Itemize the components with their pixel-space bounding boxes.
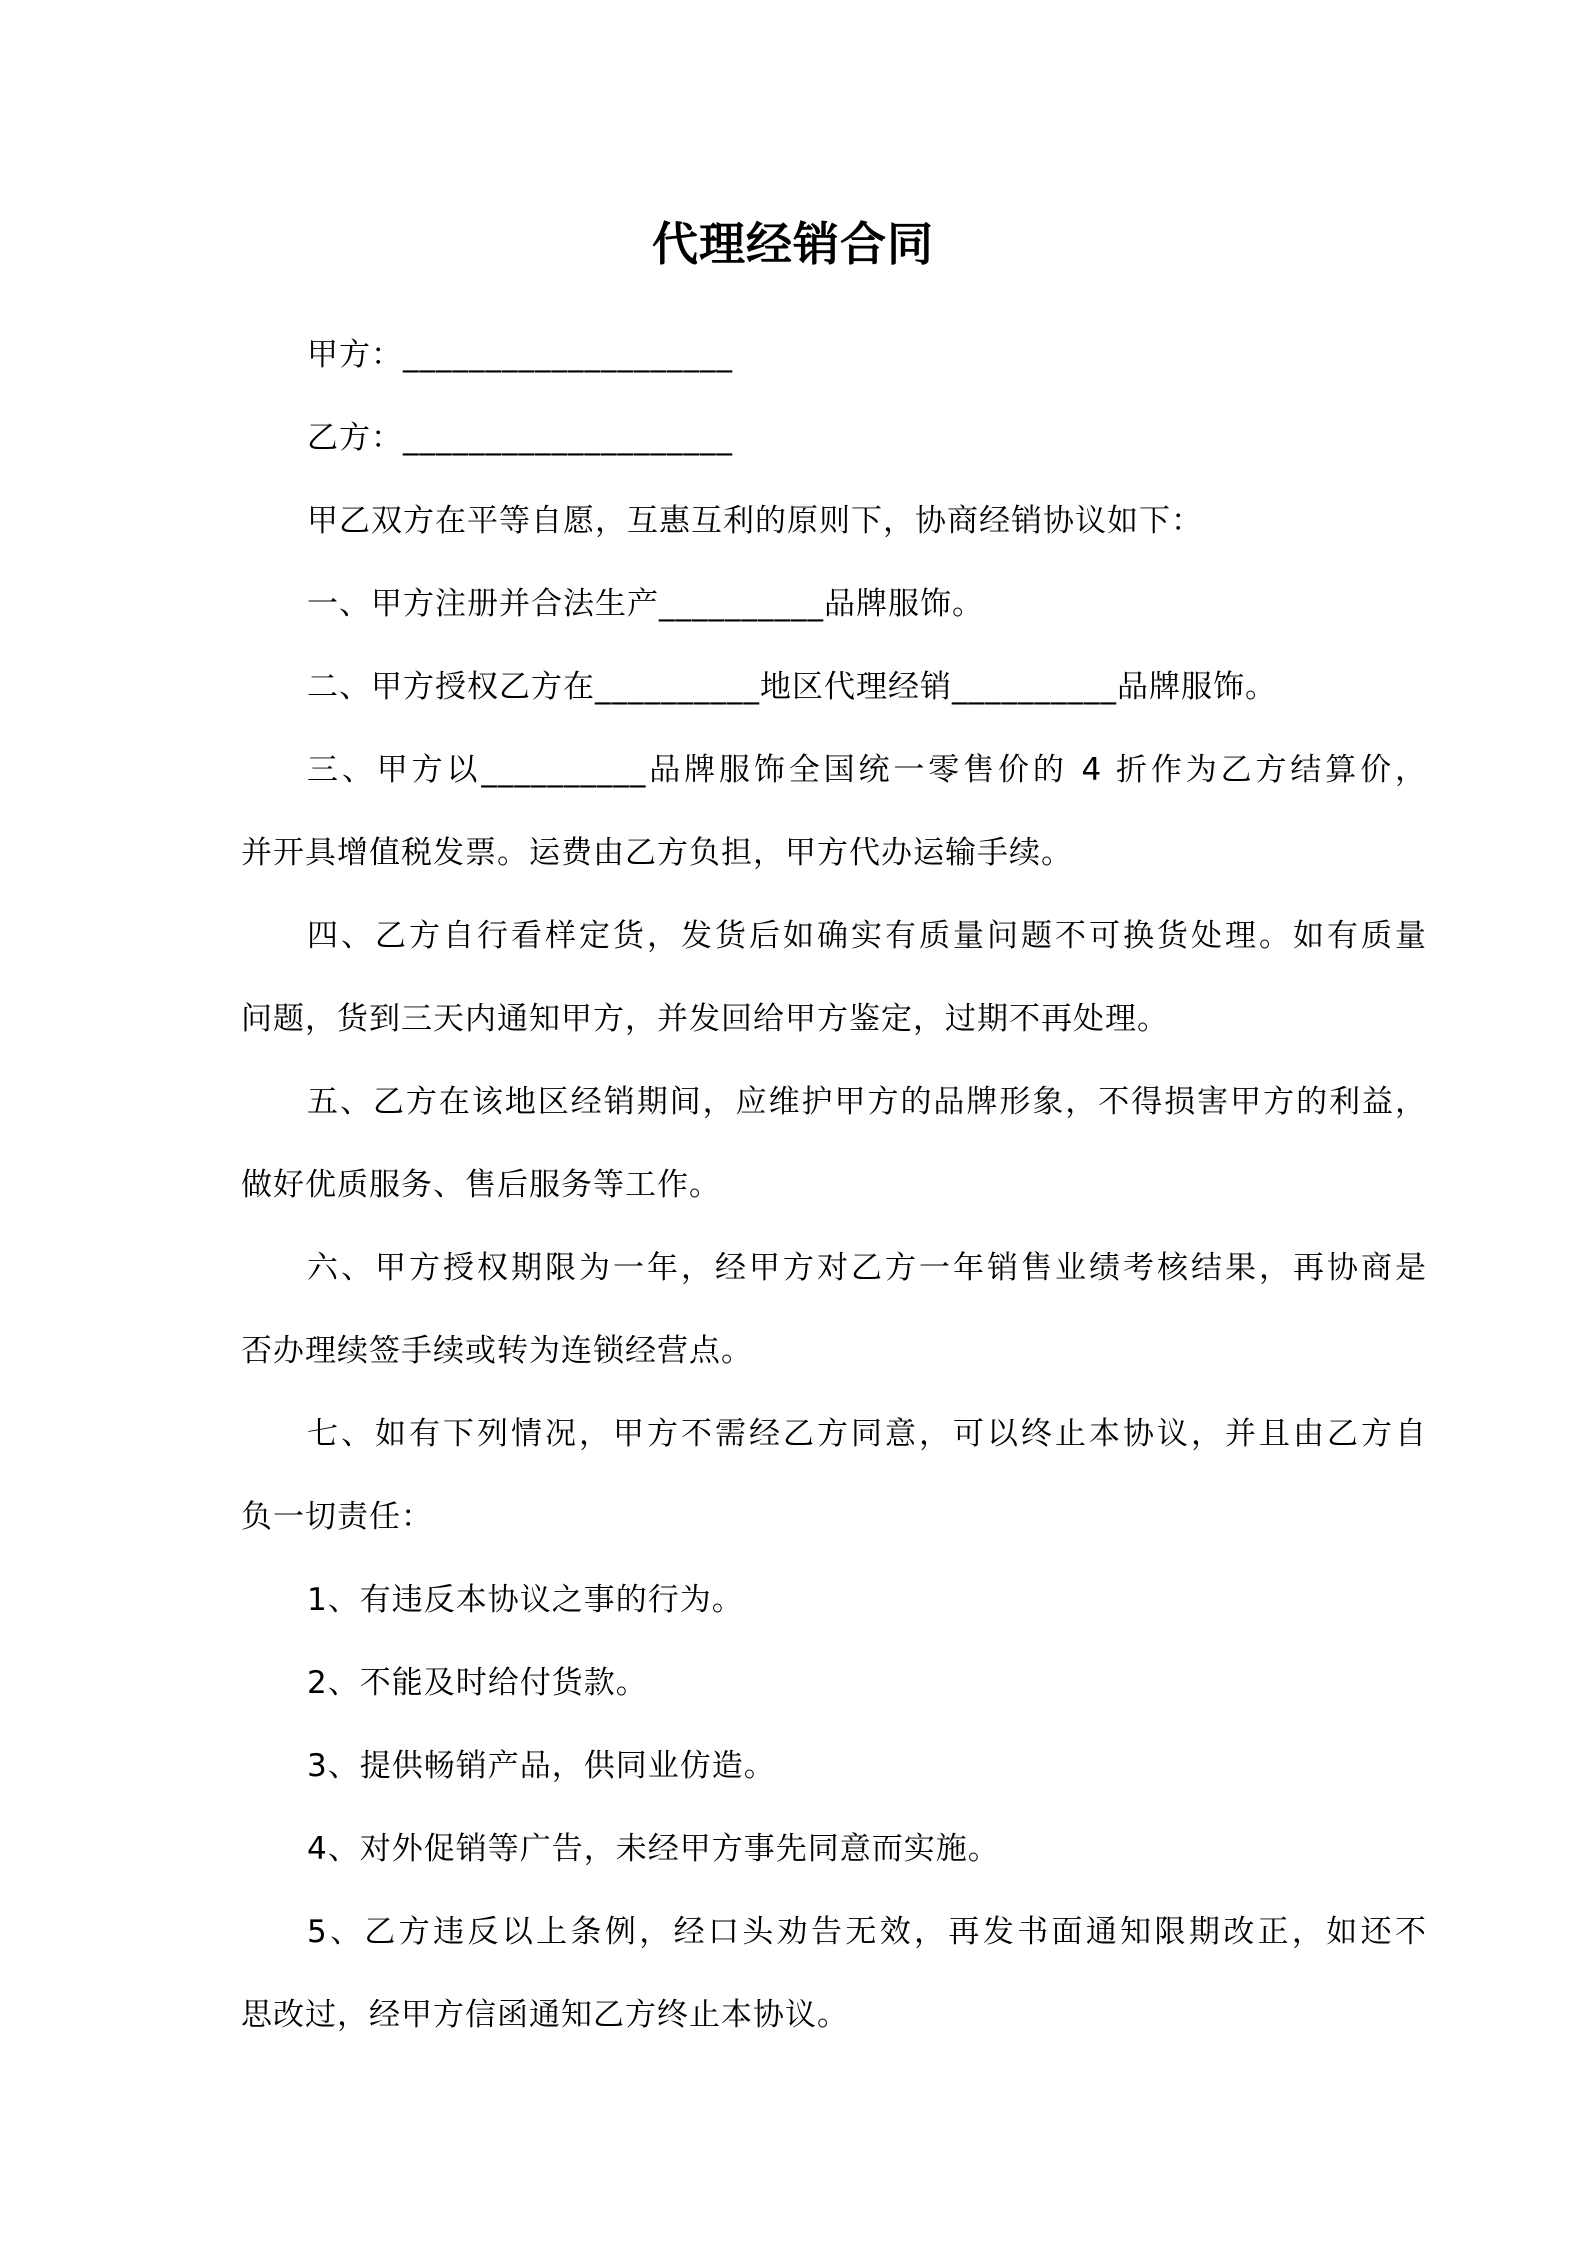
clause-4-line-1: 四、乙方自行看样定货，发货后如确实有质量问题不可换货处理。如有质量 [307,918,1427,954]
document-title: 代理经销合同 [652,217,934,271]
clause-1-line: 一、甲方注册并合法生产__________品牌服饰。 [307,586,984,622]
party-a-line: 甲方：____________________ [307,337,733,373]
item-1-line: 1、有违反本协议之事的行为。 [307,1582,744,1618]
clause-3-line-1: 三、甲方以__________品牌服饰全国统一零售价的 4 折作为乙方结算价， [307,752,1427,788]
clause-2-line: 二、甲方授权乙方在__________地区代理经销__________品牌服饰。 [307,669,1277,705]
clause-5-line-2: 做好优质服务、售后服务等工作。 [241,1167,721,1203]
clause-3-line-2: 并开具增值税发票。运费由乙方负担，甲方代办运输手续。 [241,835,1073,871]
item-5-line-1: 5、乙方违反以上条例，经口头劝告无效，再发书面通知限期改正，如还不 [307,1914,1427,1950]
clause-7-line-2: 负一切责任： [241,1499,433,1535]
party-b-line: 乙方：____________________ [307,420,733,456]
item-2-line: 2、不能及时给付货款。 [307,1665,648,1701]
item-5-line-2: 思改过，经甲方信函通知乙方终止本协议。 [241,1997,849,2033]
item-3-line: 3、提供畅销产品，供同业仿造。 [307,1748,776,1784]
clause-4-line-2: 问题，货到三天内通知甲方，并发回给甲方鉴定，过期不再处理。 [241,1001,1169,1037]
clause-7-line-1: 七、如有下列情况，甲方不需经乙方同意，可以终止本协议，并且由乙方自 [307,1416,1427,1452]
clause-5-line-1: 五、乙方在该地区经销期间，应维护甲方的品牌形象，不得损害甲方的利益， [307,1084,1427,1120]
item-4-line: 4、对外促销等广告，未经甲方事先同意而实施。 [307,1831,1000,1867]
clause-6-line-1: 六、甲方授权期限为一年，经甲方对乙方一年销售业绩考核结果，再协商是 [307,1250,1427,1286]
preamble-line: 甲乙双方在平等自愿，互惠互利的原则下，协商经销协议如下： [307,503,1203,539]
clause-6-line-2: 否办理续签手续或转为连锁经营点。 [241,1333,753,1369]
